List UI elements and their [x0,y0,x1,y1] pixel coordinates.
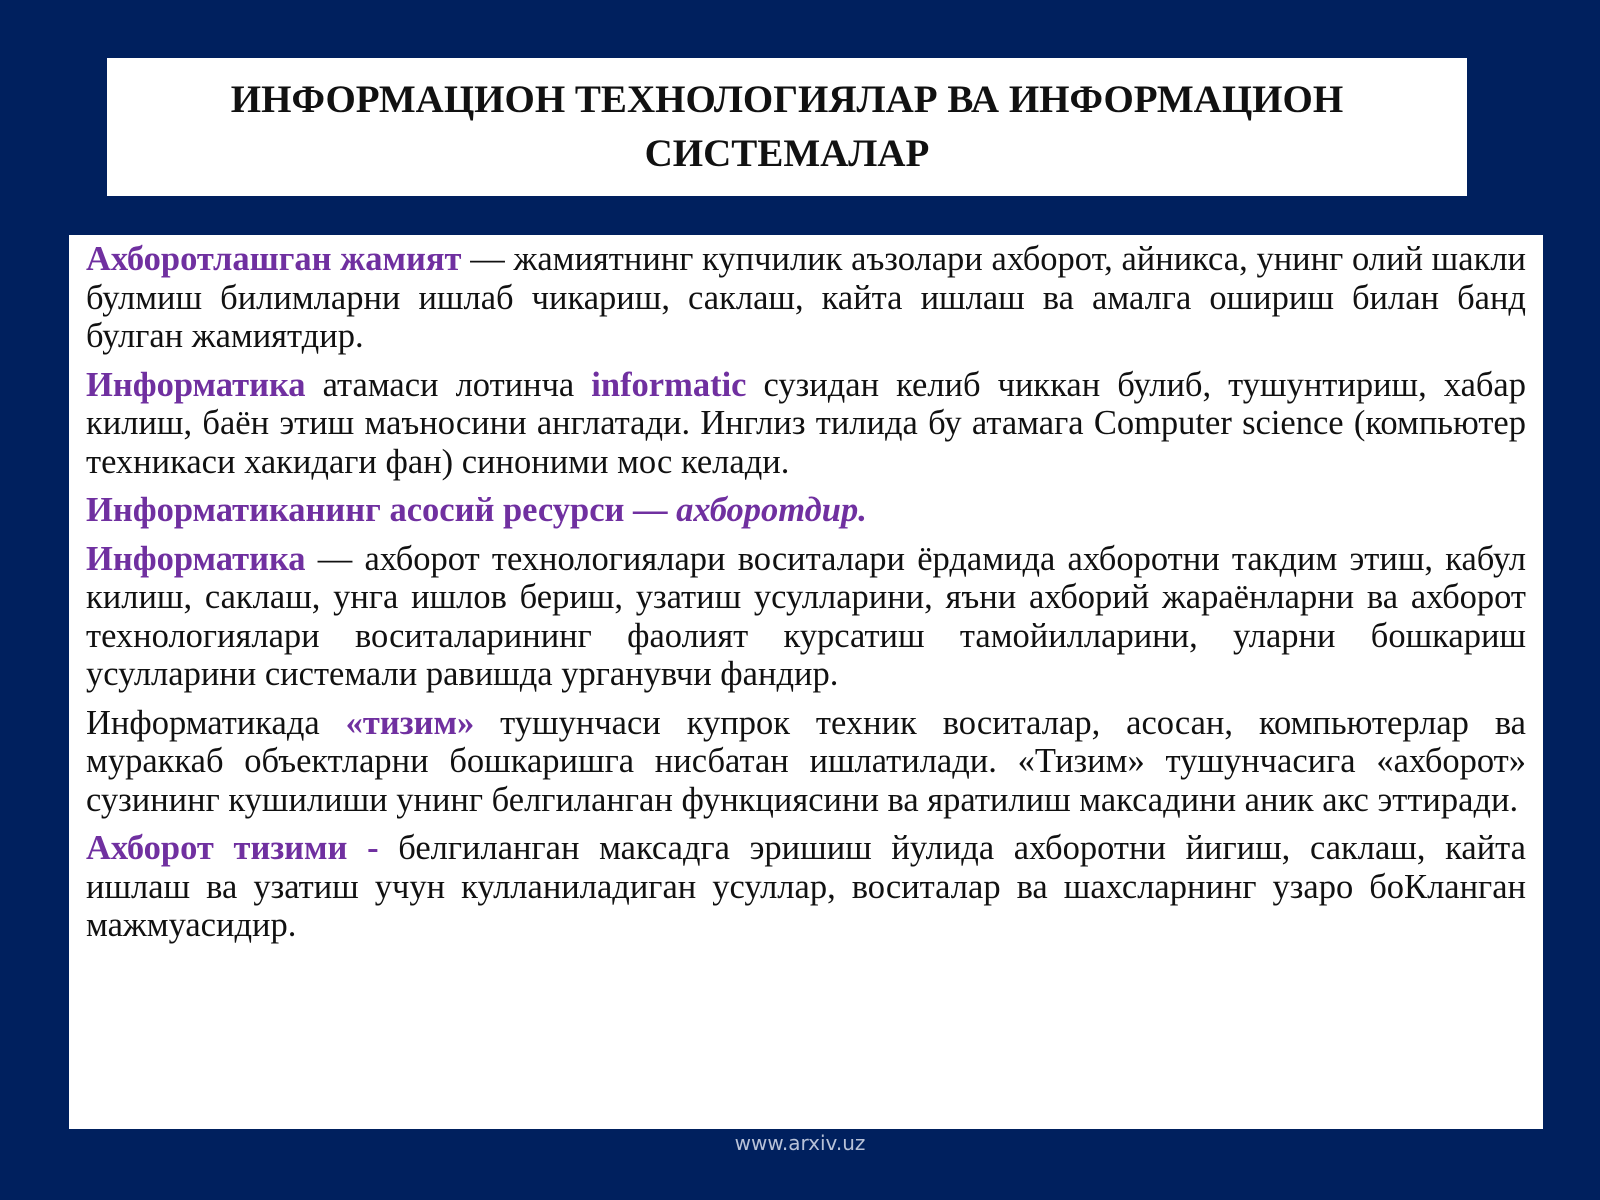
paragraph-text: Информатикада [86,703,346,742]
paragraph-information-system [86,829,1526,945]
footer-url: www.arxiv.uz [734,1131,866,1155]
paragraph-text: — ахборот технологиялари воситалари ёрдамида ахборотни такдим этиш, кабул килиш, саклаш, унга ишлов бериш, узатиш усулларини, яъни ахборий жараёнларни ва ахборот технологиялари воситаларининг фаолият курсатиш тамойилларини, уларни бошкариш усулларини системали равишда урганувчи фандир. [86,539,1526,693]
paragraph-informatics-definition [86,540,1526,694]
term-main-resource: Информатиканинг асосий ресурси — [86,491,677,529]
paragraph-informatics-origin [86,366,1526,482]
term-information-society: Ахборотлашган жамият [86,240,462,278]
paragraph-text: сузидан келиб чиккан булиб, тушунтириш, хабар килиш, баён этиш маъносини англатади. Инглиз тилида бу атамага Computer science (компьютер техникаси хакидаги фан) синоними мос келади. [86,365,1526,481]
slide-title-line1: ИНФОРМАЦИОН ТЕХНОЛОГИЯЛАР ВА ИНФОРМАЦИОН [230,78,1344,121]
paragraph-main-resource [86,491,1526,530]
title-box [107,58,1467,196]
paragraph-text: атамаси лотинча [305,365,592,404]
term-information-italic: ахборотдир. [676,491,867,529]
paragraph-text: тушунчаси купрок техник воситалар, асосан, компьютерлар ва мураккаб объектларни бошкаришга нисбатан ишлатилади. «Тизим» тушунчасига «ахборот» сузининг кушилиши унинг белгиланган функциясини ва яратилиш максадини аник акс эттиради. [86,703,1526,819]
slide-title-line2: СИСТЕМАЛАР [644,132,930,175]
paragraph-information-society [86,240,1526,356]
term-information-system: Ахборот тизими - [86,829,379,867]
term-informatics: Информатика [86,365,306,404]
slide-title [231,73,1343,181]
term-informatic-latin: informatic [591,365,747,404]
content-panel [69,235,1543,1129]
term-informatics: Информатика [86,539,306,578]
paragraph-text: — жамиятнинг купчилик аъзолари ахборот, айникса, унинг олий шакли булмиш билимларни ишлаб чикариш, саклаш, кайта ишлаш ва амалга ошириш билан банд булган жамиятдир. [86,240,1527,355]
term-system: «тизим» [345,703,475,742]
paragraph-text: белгиланган максадга эришиш йулида ахборотни йигиш, саклаш, кайта ишлаш ва узатиш учун кулланиладиган усуллар, воситалар ва шахсларнинг узаро боКланган мажмуасидир. [86,829,1526,944]
paragraph-system-concept [86,704,1526,820]
